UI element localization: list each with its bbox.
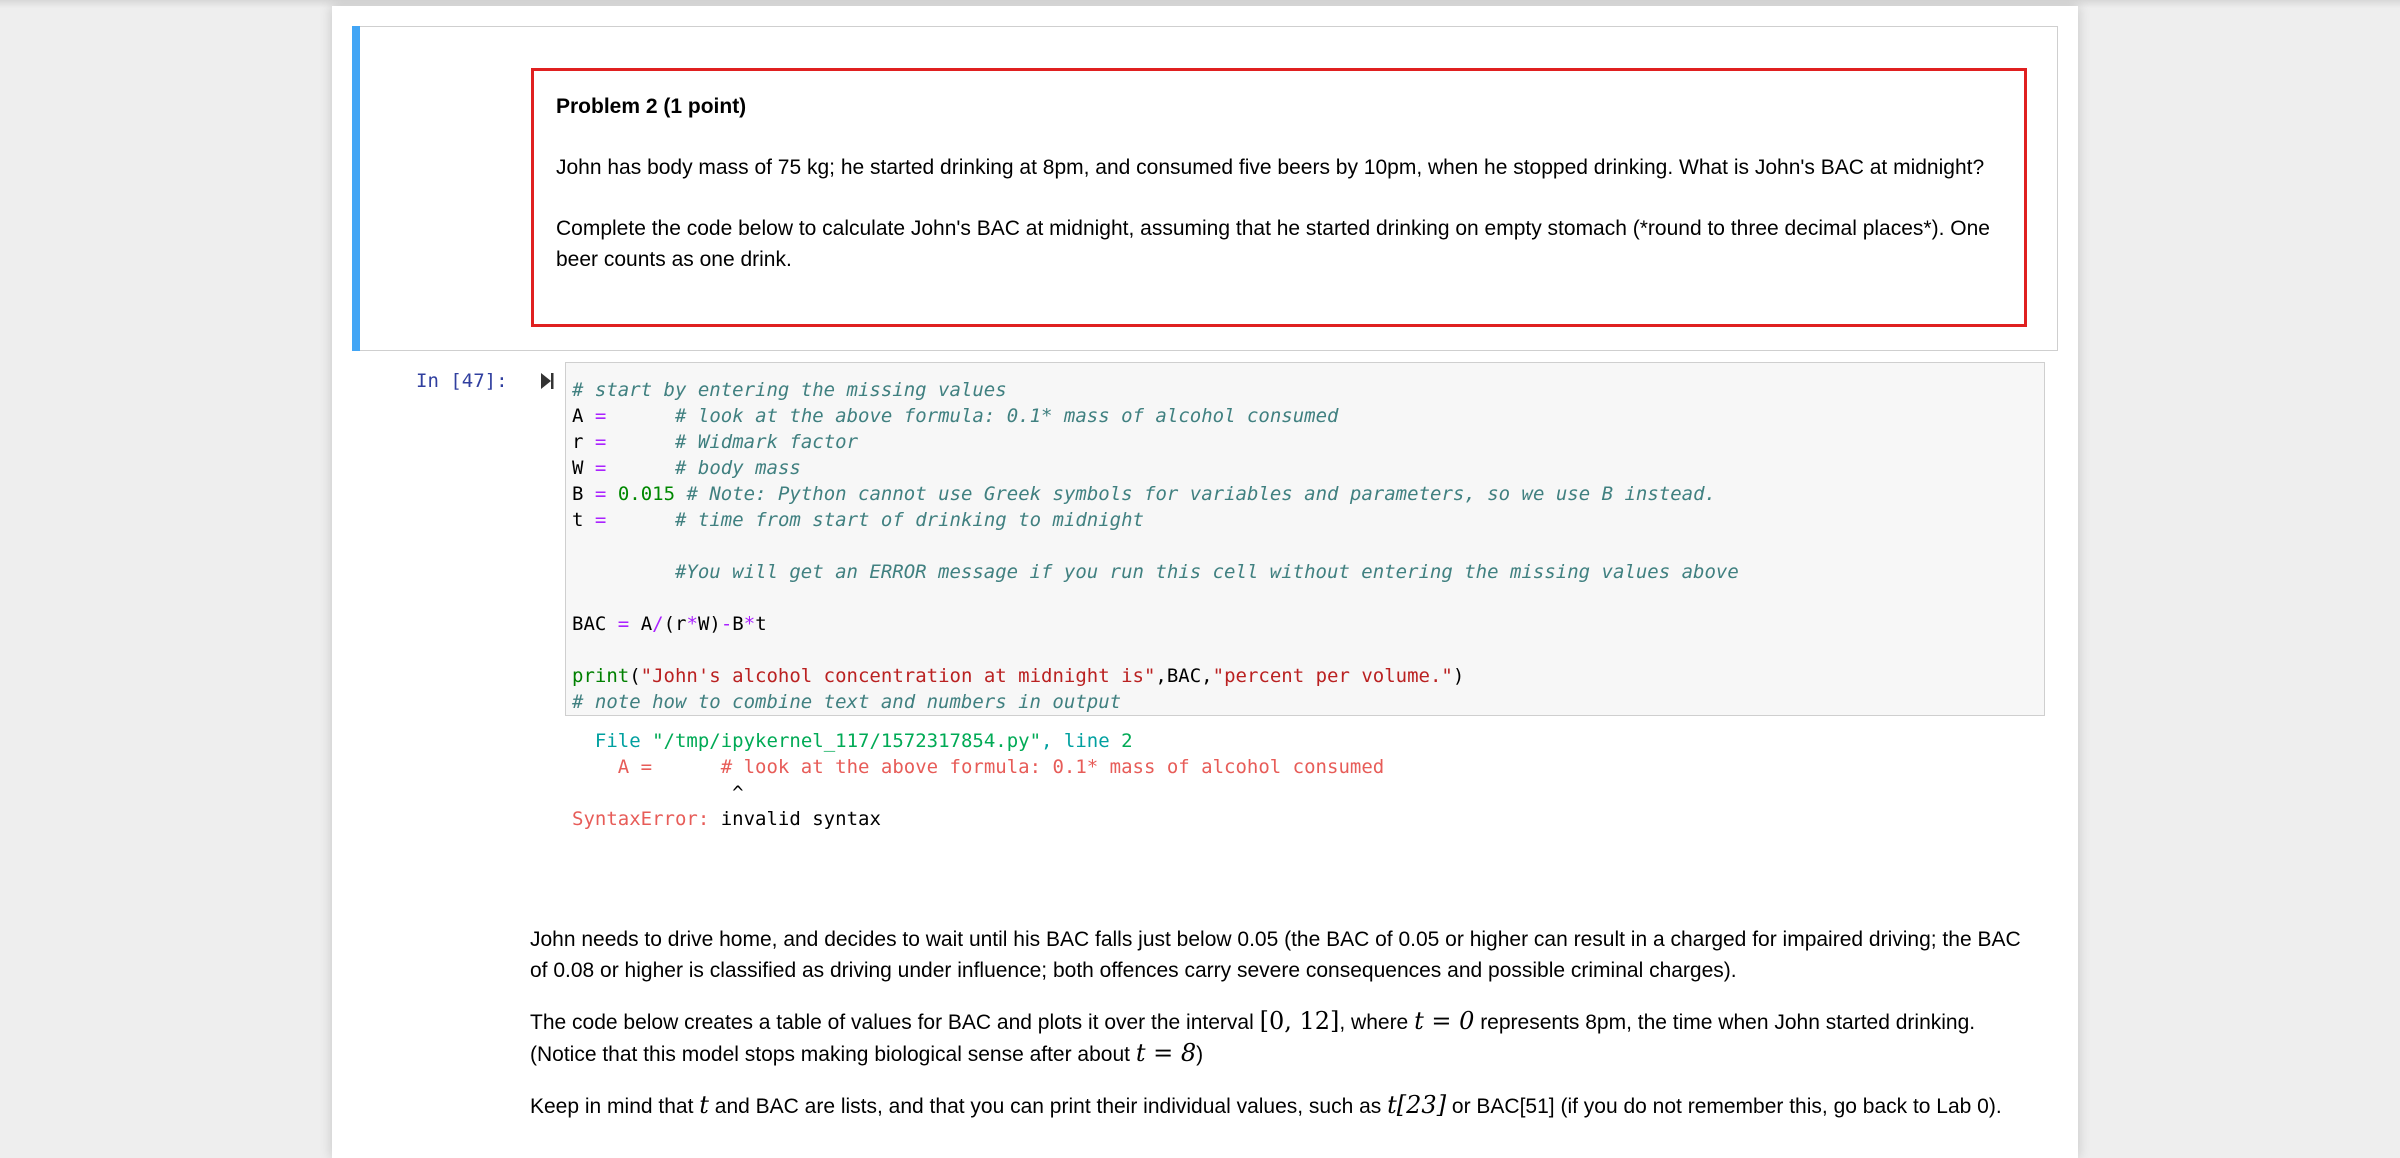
paragraph-drive-home: John needs to drive home, and decides to wait until his BAC falls just below 0.05 (the BAC of 0.05 or higher can result in a charged for impaired driving; the BAC of 0.08 or higher is classified as driving under influence; both offences carry severe consequences and possible criminal charges). bbox=[530, 928, 2021, 982]
code-line-11 bbox=[572, 637, 2038, 663]
error-message: SyntaxError: invalid syntax bbox=[572, 808, 881, 830]
code-line-5: B = 0.015 # Note: Python cannot use Greek symbols for variables and parameters, so we use B instead. bbox=[572, 483, 1716, 505]
code-line-9 bbox=[572, 585, 2038, 611]
math-t8: t = 8 bbox=[1135, 1039, 1197, 1067]
cell-prompt: In [47]: bbox=[416, 370, 508, 392]
code-line-13: # note how to combine text and numbers in output bbox=[572, 691, 1122, 713]
code-line-8: #You will get an ERROR message if you run this cell without entering the missing values above bbox=[674, 561, 1739, 583]
cell-output-error bbox=[572, 728, 1384, 832]
math-t23: t[23] bbox=[1387, 1091, 1447, 1119]
code-line-3: r = # Widmark factor bbox=[572, 431, 859, 453]
paragraph-table-plot: The code below creates a table of values for BAC and plots it over the interval [0, 12], where t = 0 represents 8pm, the time when John started drinking. (Notice that this model stops making biological sense after about t = 8) bbox=[530, 1007, 1976, 1067]
notebook-container bbox=[332, 6, 2078, 1158]
code-line-1: # start by entering the missing values bbox=[572, 379, 1007, 401]
error-file-line: File "/tmp/ipykernel_117/1572317854.py", line 2 bbox=[594, 730, 1133, 752]
error-source-line: A = # look at the above formula: 0.1* mass of alcohol consumed bbox=[617, 756, 1385, 778]
code-line-4: W = # body mass bbox=[572, 457, 801, 479]
problem-description: John has body mass of 75 kg; he started drinking at 8pm, and consumed five beers by 10pm, when he stopped drinking. What is John's BAC at midnight? bbox=[556, 156, 1985, 179]
problem-box bbox=[531, 68, 2027, 327]
math-interval: [0, 12] bbox=[1259, 1007, 1340, 1035]
math-t0: t = 0 bbox=[1414, 1007, 1475, 1035]
problem-instructions: Complete the code below to calculate John's BAC at midnight, assuming that he started drinking on empty stomach (*round to three decimal places*). One beer counts as one drink. bbox=[556, 217, 1990, 271]
code-line-12: print("John's alcohol concentration at midnight is",BAC,"percent per volume.") bbox=[572, 665, 1465, 687]
markdown-cell-text[interactable] bbox=[530, 924, 2030, 1142]
code-line-6: t = # time from start of drinking to midnight bbox=[572, 509, 1144, 531]
error-caret: ^ bbox=[732, 782, 744, 804]
math-t: t bbox=[699, 1091, 709, 1119]
code-line-7 bbox=[572, 533, 2038, 559]
problem-title: Problem 2 (1 point) bbox=[556, 95, 747, 118]
paragraph-lists: Keep in mind that t and BAC are lists, and that you can print their individual values, such as t[23] or BAC[51] (if you do not remember this, go back to Lab 0). bbox=[530, 1091, 2002, 1119]
run-cell-icon[interactable] bbox=[540, 372, 554, 390]
markdown-cell-selected[interactable] bbox=[352, 26, 2058, 351]
code-line-10: BAC = A/(r*W)-B*t bbox=[572, 613, 767, 635]
code-line-2: A = # look at the above formula: 0.1* mass of alcohol consumed bbox=[572, 405, 1339, 427]
selected-cell-indicator bbox=[352, 26, 360, 351]
code-editor[interactable] bbox=[565, 362, 2045, 716]
